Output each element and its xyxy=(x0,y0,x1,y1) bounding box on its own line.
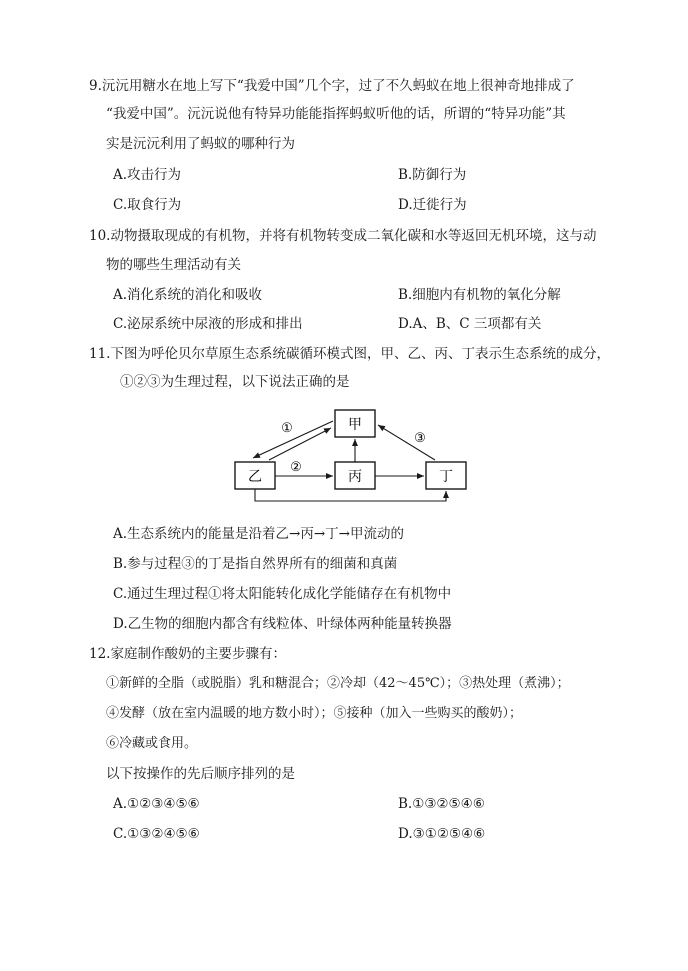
q12-steps-line2: ④发酵（放在室内温暖的地方数小时）；⑤接种（加入一些购买的酸奶）； xyxy=(106,706,523,721)
q12-stem: 12.家庭制作酸奶的主要步骤有： xyxy=(89,646,286,662)
q12-steps-line1: ①新鲜的全脂（或脱脂）乳和糖混合；②冷却（42～45℃）；③热处理（煮沸）； xyxy=(106,676,570,691)
q11-option-d: D.乙生物的细胞内都含有线粒体、叶绿体两种能量转换器 xyxy=(113,616,452,632)
q9-stem-line3: 实是沅沅利用了蚂蚁的哪种行为 xyxy=(106,136,295,152)
q11-option-c: C.通过生理过程①将太阳能转化成化学能储存在有机物中 xyxy=(113,586,452,602)
q9-option-a: A.攻击行为 xyxy=(113,167,182,183)
process-3-label: ③ xyxy=(414,431,426,446)
q12-option-a: A.①②③④⑤⑥ xyxy=(113,796,200,812)
q10-stem-line2: 物的哪些生理活动有关 xyxy=(106,257,241,273)
q9-option-b: B.防御行为 xyxy=(398,167,467,183)
q12-option-c: C.①③②④⑤⑥ xyxy=(113,826,200,842)
arrow-yi-to-jia xyxy=(269,428,331,460)
label-yi: 乙 xyxy=(248,469,262,485)
q11-stem-line1: 11.下图为呼伦贝尔草原生态系统碳循环模式图，甲、乙、丙、丁表示生态系统的成分， xyxy=(89,346,610,362)
q10-stem-line1: 10.动物摄取现成的有机物，并将有机物转变成二氧化碳和水等返回无机环境，这与动 xyxy=(89,228,597,244)
q10-option-a: A.消化系统的消化和吸收 xyxy=(113,287,263,303)
label-bing: 丙 xyxy=(348,469,362,485)
process-1-label: ① xyxy=(281,421,293,436)
q10-option-d: D.A、B、C 三项都有关 xyxy=(398,316,542,332)
q10-option-b: B.细胞内有机物的氧化分解 xyxy=(398,287,561,303)
q12-steps-line3: ⑥冷藏或食用。 xyxy=(106,736,198,751)
q9-stem-line1: 9.沅沅用糖水在地上写下“我爱中国”几个字，过了不久蚂蚁在地上很神奇地排成了 xyxy=(89,78,575,94)
q10-option-c: C.泌尿系统中尿液的形成和排出 xyxy=(113,316,303,332)
q9-option-d: D.迁徙行为 xyxy=(398,197,467,213)
arrow-yi-to-ding xyxy=(255,489,446,501)
q12-option-d: D.③①②⑤④⑥ xyxy=(398,826,486,842)
q11-option-a: A.生态系统内的能量是沿着乙→丙→丁→甲流动的 xyxy=(113,526,404,542)
q9-stem-line2: “我爱中国”。沅沅说他有特异功能能指挥蚂蚁听他的话，所谓的“特异功能”其 xyxy=(106,106,566,122)
q12-option-b: B.①③②⑤④⑥ xyxy=(398,796,485,812)
label-jia: 甲 xyxy=(348,417,362,433)
arrow-ding-to-jia xyxy=(378,425,435,460)
q12-prompt: 以下按操作的先后顺序排列的是 xyxy=(106,766,295,782)
carbon-cycle-diagram xyxy=(225,405,475,505)
q11-option-b: B.参与过程③的丁是指自然界所有的细菌和真菌 xyxy=(113,556,398,572)
process-2-label: ② xyxy=(290,460,302,475)
q11-stem-line2: ①②③为生理过程，以下说法正确的是 xyxy=(120,374,350,390)
q9-option-c: C.取食行为 xyxy=(113,197,182,213)
label-ding: 丁 xyxy=(439,469,453,485)
arrow-jia-to-yi xyxy=(253,421,333,458)
